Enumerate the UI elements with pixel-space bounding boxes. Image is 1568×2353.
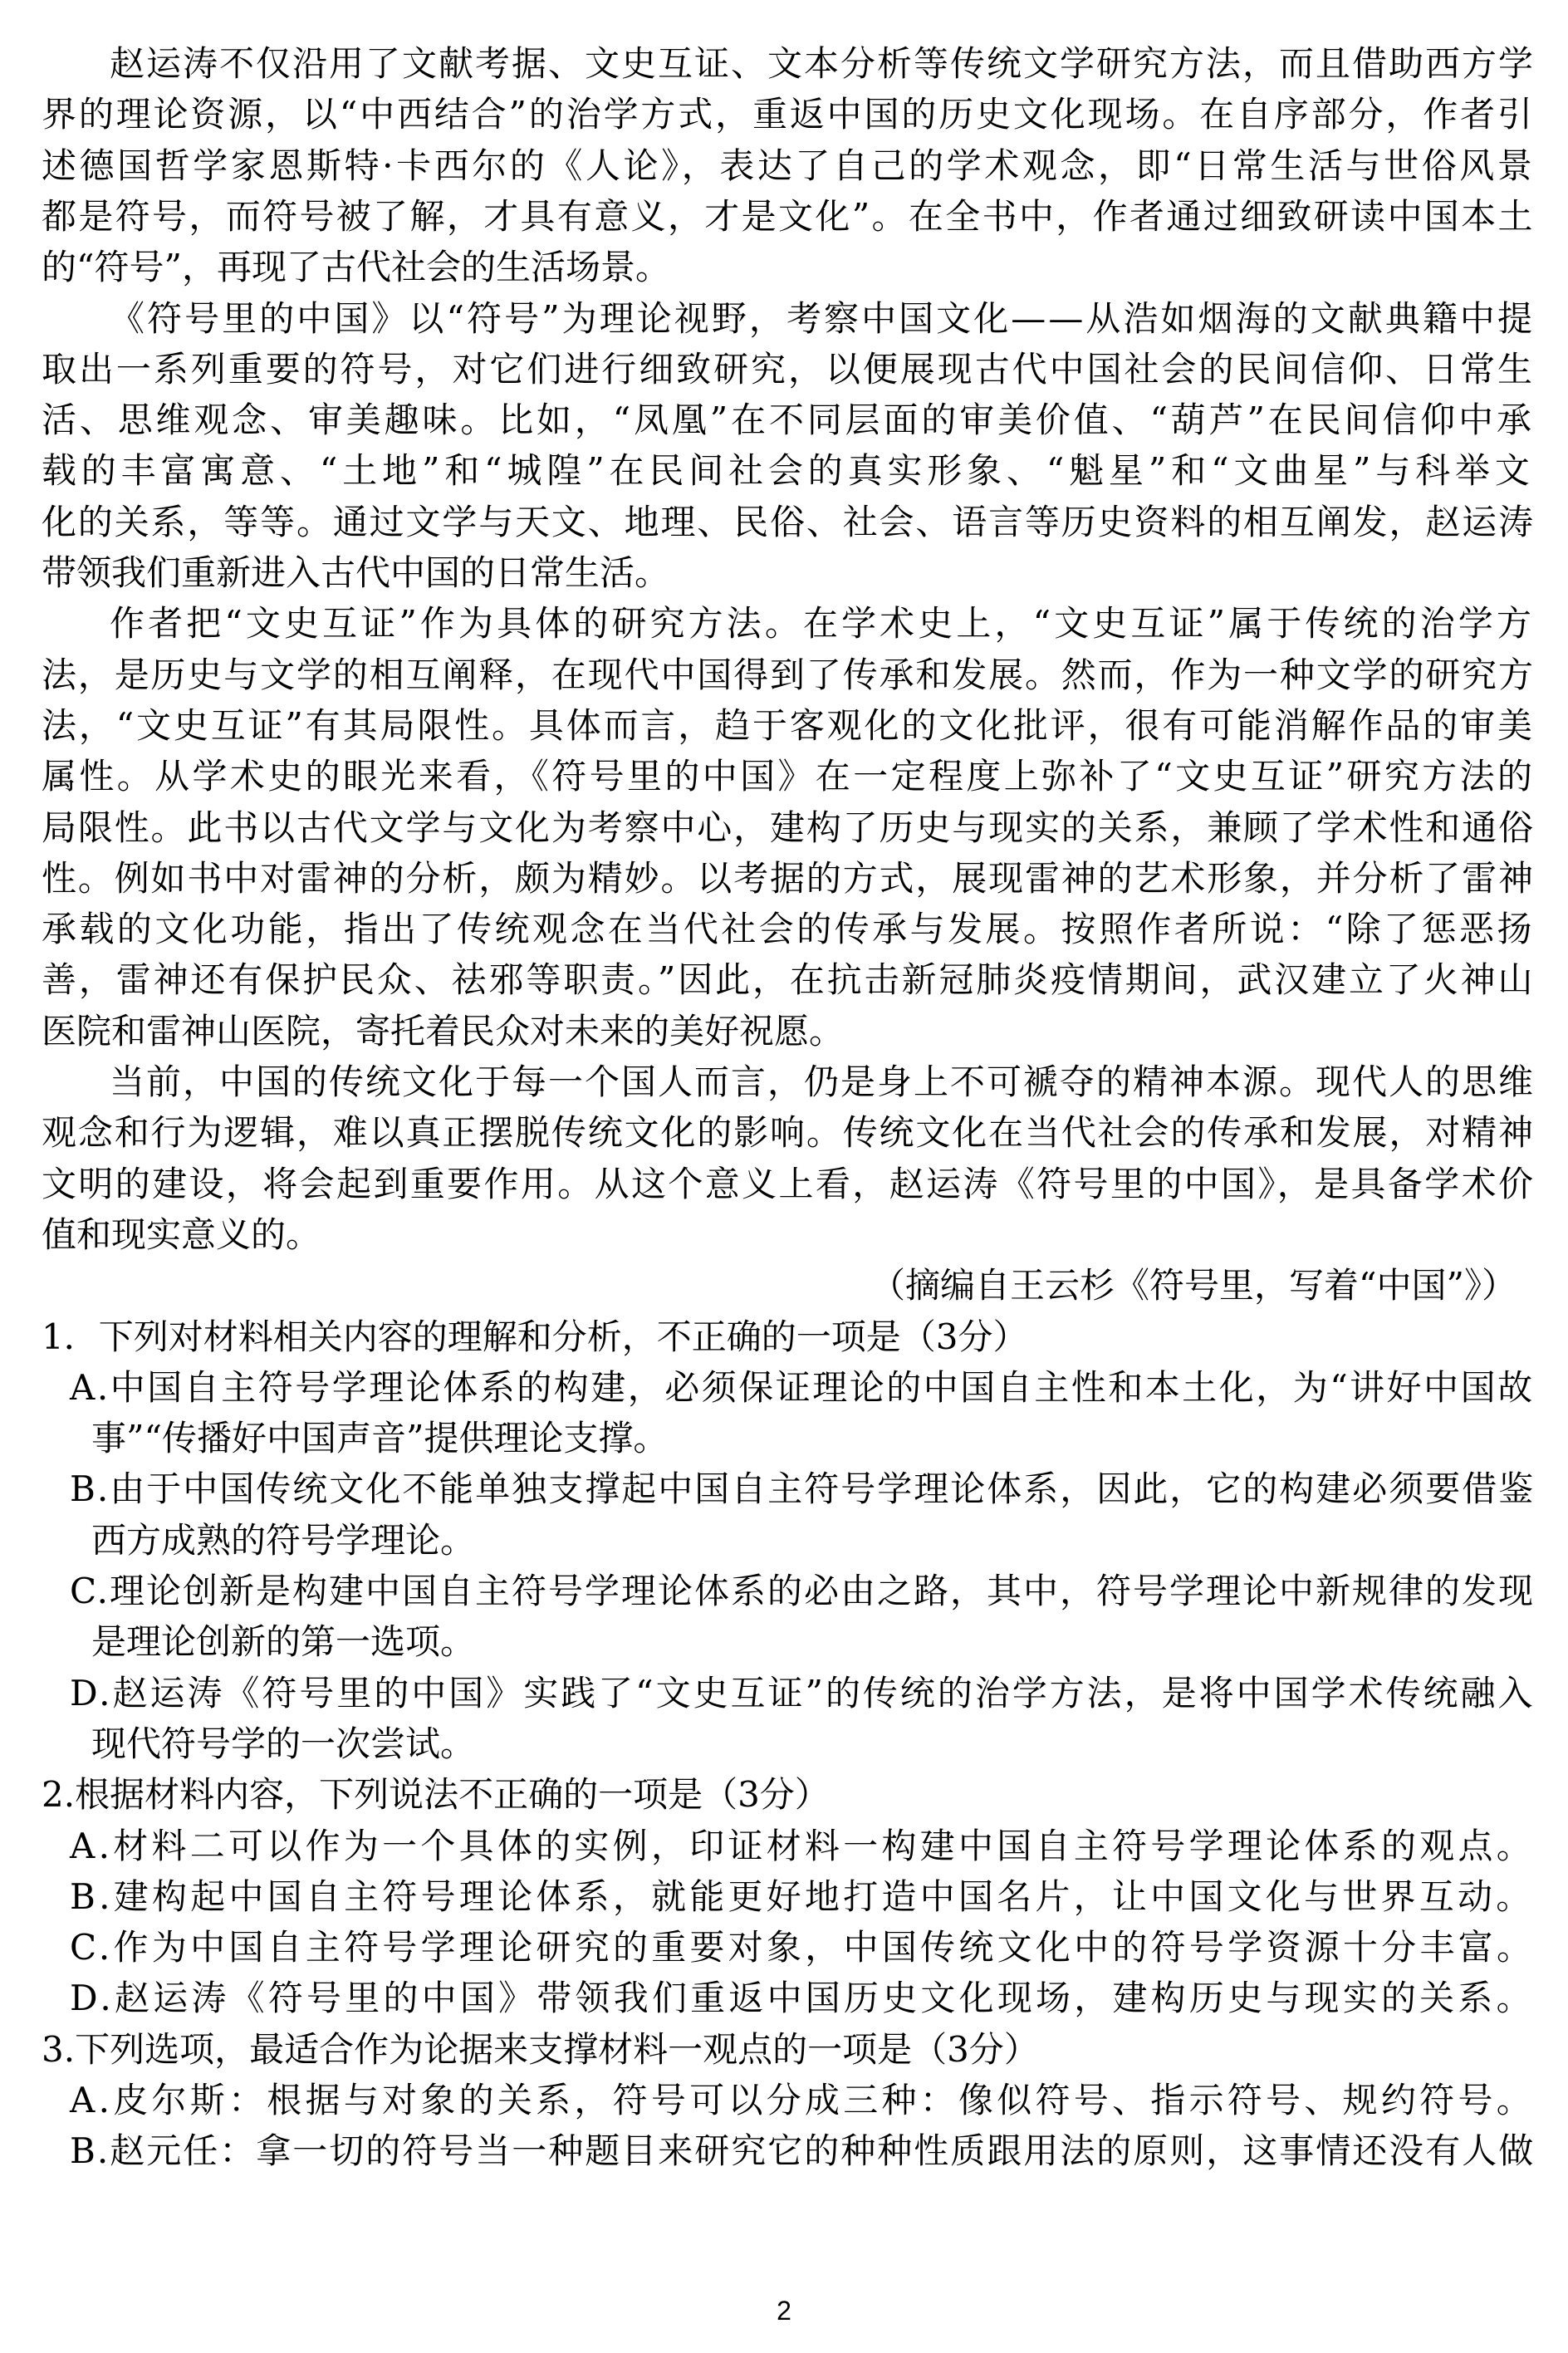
question-1-option-b: 西方成熟的符号学理论。 (91, 1519, 476, 1561)
question-1-option-c: 是理论创新的第一选项。 (91, 1621, 476, 1663)
paragraph-1-line: 的“符号”，再现了古代社会的生活场景。 (42, 247, 670, 288)
question-3-stem: 3.下列选项，最适合作为论据来支撑材料一观点的一项是（3分） (42, 2028, 1039, 2070)
paragraph-2-line: 载的丰富寓意、“土地”和“城隍”在民间社会的真实形象、“魁星”和“文曲星”与科举文 (42, 450, 1535, 492)
paragraph-4-line: 观念和行为逻辑，难以真正摆脱传统文化的影响。传统文化在当代社会的传承和发展，对精神 (42, 1112, 1535, 1154)
question-1-option-a: A.中国自主符号学理论体系的构建，必须保证理论的中国自主性和本土化，为“讲好中国故 (70, 1366, 1535, 1408)
question-3-option-b: B.赵元任：拿一切的符号当一种题目来研究它的种种性质跟用法的原则，这事情还没有人做 (70, 2130, 1536, 2172)
paragraph-4-line: 值和现实意义的。 (42, 1213, 321, 1255)
paragraph-3-line: 作者把“文史互证”作为具体的研究方法。在学术史上，“文史互证”属于传统的治学方 (110, 603, 1536, 645)
paragraph-3-line: 性。例如书中对雷神的分析，颇为精妙。以考据的方式，展现雷神的艺术形象，并分析了雷神 (42, 857, 1535, 899)
paragraph-4-line: 文明的建设，将会起到重要作用。从这个意义上看，赵运涛《符号里的中国》，是具备学术价 (42, 1163, 1536, 1204)
question-1-option-a: 事”“传播好中国声音”提供理论支撑。 (91, 1418, 669, 1459)
question-2-option-c: C.作为中国自主符号学理论研究的重要对象，中国传统文化中的符号学资源十分丰富。 (70, 1927, 1536, 1968)
paragraph-3-line: 承载的文化功能，指出了传统观念在当代社会的传承与发展。按照作者所说：“除了惩恶扬 (42, 909, 1535, 950)
page-number: 2 (777, 2296, 791, 2326)
paragraph-4-line: 当前，中国的传统文化于每一个国人而言，仍是身上不可褫夺的精神本源。现代人的思维 (110, 1061, 1536, 1102)
paragraph-1-line: 赵运涛不仅沿用了文献考据、文史互证、文本分析等传统文学研究方法，而且借助西方学 (110, 43, 1536, 84)
paragraph-3-line: 善，雷神还有保护民众、祛邪等职责。”因此，在抗击新冠肺炎疫情期间，武汉建立了火神山 (42, 959, 1536, 1001)
question-1-option-c: C.理论创新是构建中国自主符号学理论体系的必由之路，其中，符号学理论中新规律的发现 (70, 1571, 1535, 1611)
paragraph-1-line: 述德国哲学家恩斯特·卡西尔的《人论》，表达了自己的学术观念，即“日常生活与世俗风景 (42, 145, 1536, 186)
paragraph-3-line: 属性。从学术史的眼光来看，《符号里的中国》在一定程度上弥补了“文史互证”研究方法的 (42, 756, 1536, 797)
paragraph-2-line: 取出一系列重要的符号，对它们进行细致研究，以便展现古代中国社会的民间信仰、日常生 (42, 348, 1535, 390)
question-2-option-b: B.建构起中国自主符号理论体系，就能更好地打造中国名片，让中国文化与世界互动。 (70, 1875, 1535, 1917)
source-citation: （摘编自王云杉《符号里，写着“中国”》） (870, 1265, 1517, 1306)
paragraph-2-line: 《符号里的中国》以“符号”为理论视野，考察中国文化——从浩如烟海的文献典籍中提 (110, 297, 1536, 339)
question-1-option-d: 现代符号学的一次尝试。 (91, 1723, 476, 1764)
question-2-option-a: A.材料二可以作为一个具体的实例，印证材料一构建中国自主符号学理论体系的观点。 (70, 1825, 1535, 1866)
question-2-stem: 2.根据材料内容，下列说法不正确的一项是（3分） (42, 1774, 830, 1816)
question-1-stem: 1．下列对材料相关内容的理解和分析，不正确的一项是（3分） (42, 1316, 1028, 1357)
paragraph-1-line: 都是符号，而符号被了解，才具有意义，才是文化”。在全书中，作者通过细致研读中国本土 (42, 195, 1535, 237)
paragraph-2-line: 化的关系，等等。通过文学与天文、地理、民俗、社会、语言等历史资料的相互阐发，赵运涛 (42, 501, 1535, 542)
paragraph-3-line: 法，“文史互证”有其局限性。具体而言，趋于客观化的文化批评，很有可能消解作品的审美 (42, 704, 1535, 746)
paragraph-3-line: 法，是历史与文学的相互阐释，在现代中国得到了传承和发展。然而，作为一种文学的研究方 (42, 654, 1535, 695)
paragraph-3-line: 医院和雷神山医院，寄托着民众对未来的美好祝愿。 (42, 1010, 845, 1051)
paragraph-2-line: 活、思维观念、审美趣味。比如，“凤凰”在不同层面的审美价值、“葫芦”在民间信仰中承 (42, 400, 1535, 441)
question-3-option-a: A.皮尔斯：根据与对象的关系，符号可以分成三种：像似符号、指示符号、规约符号。 (70, 2080, 1535, 2120)
paragraph-3-line: 局限性。此书以古代文学与文化为考察中心，建构了历史与现实的关系，兼顾了学术性和通俗 (42, 806, 1535, 848)
paragraph-2-line: 带领我们重新进入古代中国的日常生活。 (42, 552, 670, 593)
paragraph-1-line: 界的理论资源，以“中西结合”的治学方式，重返中国的历史文化现场。在自序部分，作者引 (42, 94, 1535, 135)
question-1-option-b: B.由于中国传统文化不能单独支撑起中国自主符号学理论体系，因此，它的构建必须要借鉴 (70, 1468, 1536, 1510)
question-2-option-d: D.赵运涛《符号里的中国》带领我们重返中国历史文化现场，建构历史与现实的关系。 (70, 1978, 1535, 2019)
question-1-option-d: D.赵运涛《符号里的中国》实践了“文史互证”的传统的治学方法，是将中国学术传统融入 (70, 1672, 1536, 1713)
